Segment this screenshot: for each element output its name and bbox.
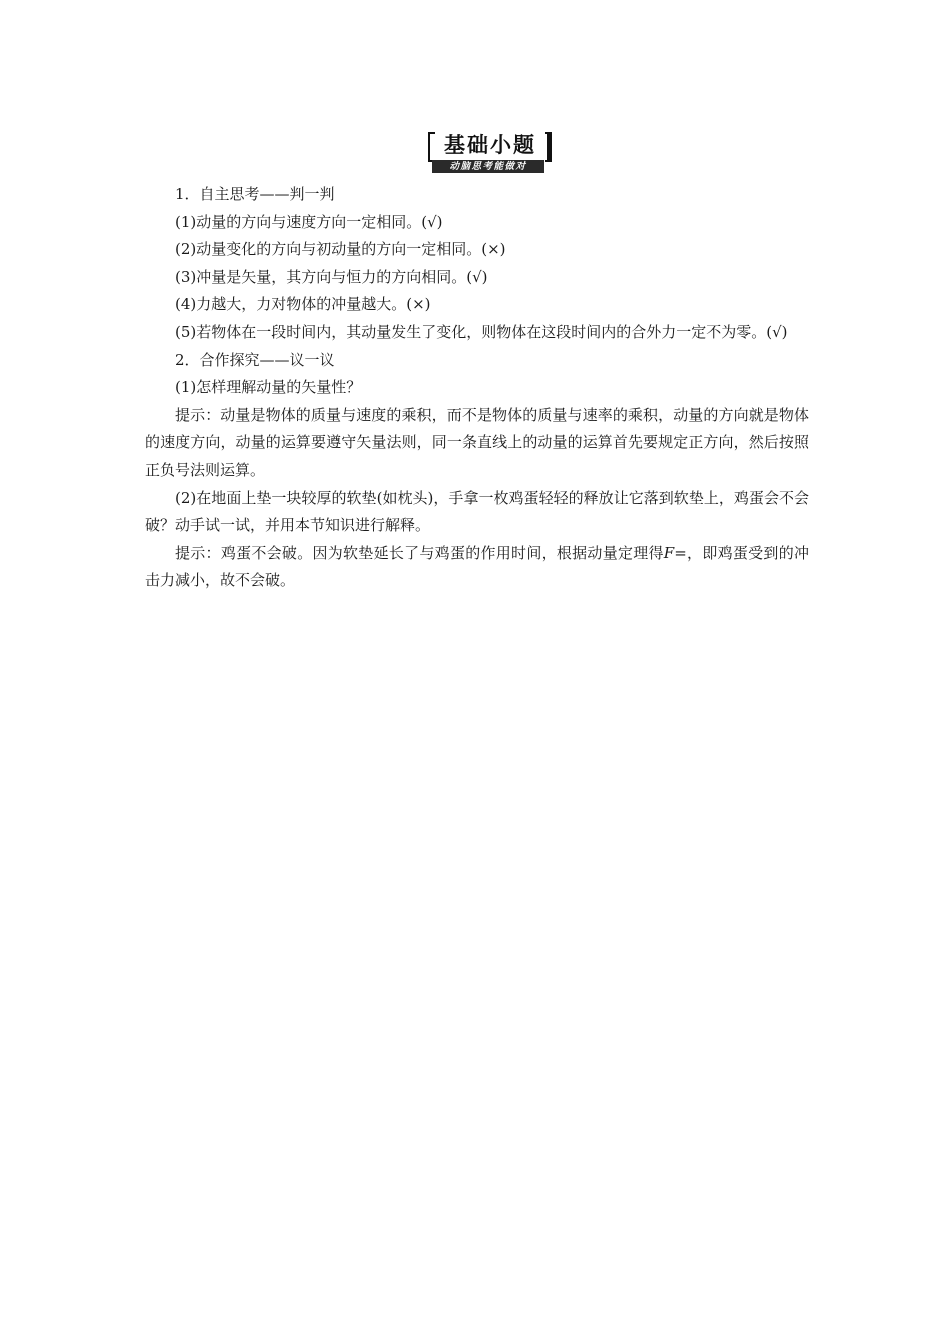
document-body [145,181,809,595]
answer-2-text-before: 提示：鸡蛋不会破。因为软垫延长了与鸡蛋的作用时间，根据动量定理得 [175,543,664,562]
section-badge [428,131,552,173]
discuss-question-2: (2)在地面上垫一块较厚的软垫(如枕头)，手拿一枚鸡蛋轻轻的释放让它落到软垫上，鸡蛋会不会破？动手试一试，并用本节知识进行解释。 [145,488,809,535]
answer-2-text-after: =，即鸡蛋受到的冲击力减小，故不会破。 [145,543,809,590]
judge-item-4: (4)力越大，力对物体的冲量越大。(×) [175,295,431,314]
discuss-question-1: (1)怎样理解动量的矢量性？ [175,378,362,397]
force-variable: F [663,543,675,562]
badge-subtitle: 动脑思考能做对 [432,160,544,173]
section1-heading: 1．自主思考——判一判 [175,185,335,203]
discuss-answer-2 [145,540,809,595]
judge-item-2: (2)动量变化的方向与初动量的方向一定相同。(×) [175,240,506,259]
judge-item-5: (5)若物体在一段时间内，其动量发生了变化，则物体在这段时间内的合外力一定不为零。(√) [175,322,788,341]
section2-heading: 2．合作探究——议一议 [175,350,335,369]
badge-title: 基础小题 [444,133,536,157]
right-bracket-icon [545,132,552,162]
judge-item-3: (3)冲量是矢量，其方向与恒力的方向相同。(√) [175,267,488,286]
left-bracket-icon [428,132,435,162]
discuss-answer-1: 提示：动量是物体的质量与速度的乘积，而不是物体的质量与速率的乘积，动量的方向就是物体的速度方向，动量的运算要遵守矢量法则，同一条直线上的动量的运算首先要规定正方向，然后按照正负号法则运算。 [145,405,809,479]
judge-item-1: (1)动量的方向与速度方向一定相同。(√) [175,212,443,231]
